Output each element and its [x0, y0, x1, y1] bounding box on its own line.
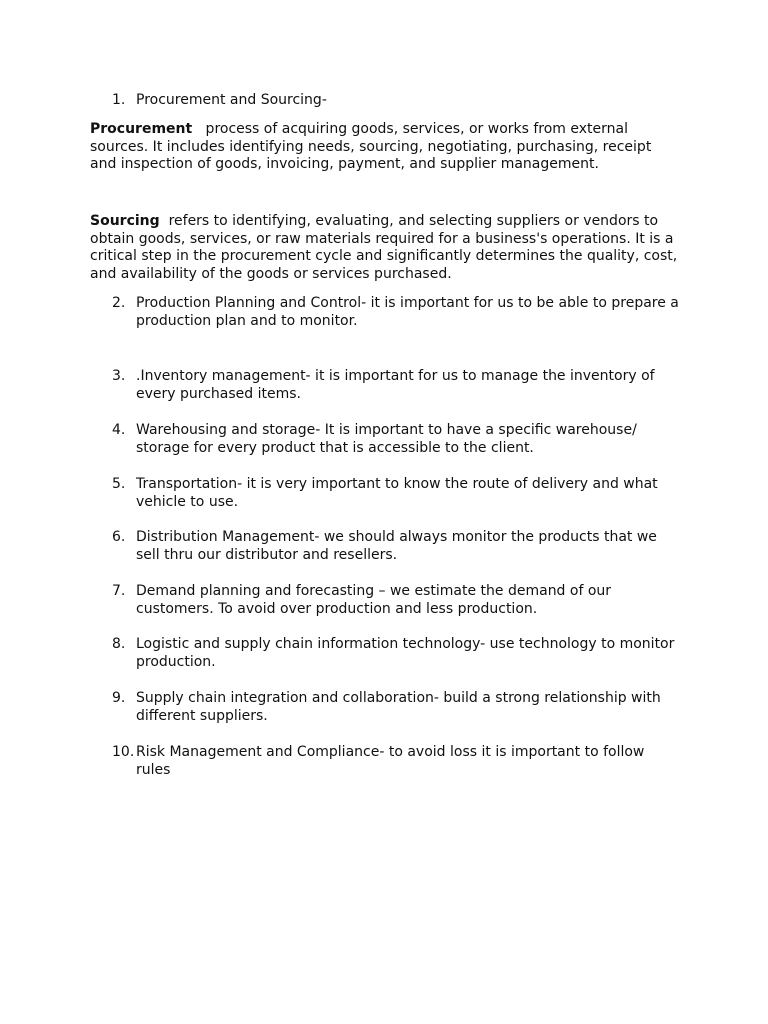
- list-item-7: [112, 583, 682, 618]
- list-number: 5.: [112, 476, 126, 492]
- list-item-9: [112, 690, 682, 725]
- list-item-4: [112, 422, 682, 457]
- list-text: Risk Management and Compliance- to avoid loss it is important to follow rules: [136, 744, 645, 778]
- list-item-10: [112, 744, 682, 779]
- list-number: 9.: [112, 690, 126, 706]
- list-text: Transportation- it is very important to know the route of delivery and what vehicle to use.: [136, 476, 658, 510]
- list-number: 3.: [112, 368, 126, 384]
- procurement-definition: process of acquiring goods, services, or works from external sources. It includes identifying needs, sourcing, negotiating, purchasing, receipt and inspection of goods, invoicing, payment, and supplier management.: [90, 121, 656, 173]
- sourcing-paragraph: [90, 213, 682, 283]
- list-number: 6.: [112, 529, 126, 545]
- list-item-3: [112, 368, 682, 403]
- list-item-1: [112, 92, 682, 110]
- list-text: Distribution Management- we should always monitor the products that we sell thru our distributor and resellers.: [136, 529, 657, 563]
- list-text: .Inventory management- it is important for us to manage the inventory of every purchased items.: [136, 368, 655, 402]
- list-number: 2.: [112, 295, 126, 311]
- list-number: 4.: [112, 422, 126, 438]
- list-item-8: [112, 636, 682, 671]
- list-text: Logistic and supply chain information technology- use technology to monitor production.: [136, 636, 675, 670]
- procurement-paragraph: [90, 121, 682, 174]
- sourcing-term: Sourcing: [90, 213, 160, 229]
- list-item-6: [112, 529, 682, 564]
- list-text: Warehousing and storage- It is important to have a specific warehouse/ storage for every product that is accessible to the client.: [136, 422, 637, 456]
- list-item-5: [112, 476, 682, 511]
- list-number: 7.: [112, 583, 126, 599]
- sourcing-definition: refers to identifying, evaluating, and selecting suppliers or vendors to obtain goods, services, or raw materials required for a business's operations. It is a critical step in the procurement cycle and significantly determines the quality, cost, and availability of the goods or services purchased.: [90, 213, 682, 282]
- list-number: 8.: [112, 636, 126, 652]
- list-number: 1.: [112, 92, 126, 108]
- list-text: Production Planning and Control- it is important for us to be able to prepare a production plan and to monitor.: [136, 295, 679, 329]
- list-text: Supply chain integration and collaboration- build a strong relationship with different suppliers.: [136, 690, 661, 724]
- list-text: Demand planning and forecasting – we estimate the demand of our customers. To avoid over production and less production.: [136, 583, 612, 617]
- list-text: Procurement and Sourcing-: [136, 92, 327, 108]
- procurement-term: Procurement: [90, 121, 193, 137]
- list-number: 10.: [112, 744, 135, 760]
- list-item-2: [112, 295, 682, 330]
